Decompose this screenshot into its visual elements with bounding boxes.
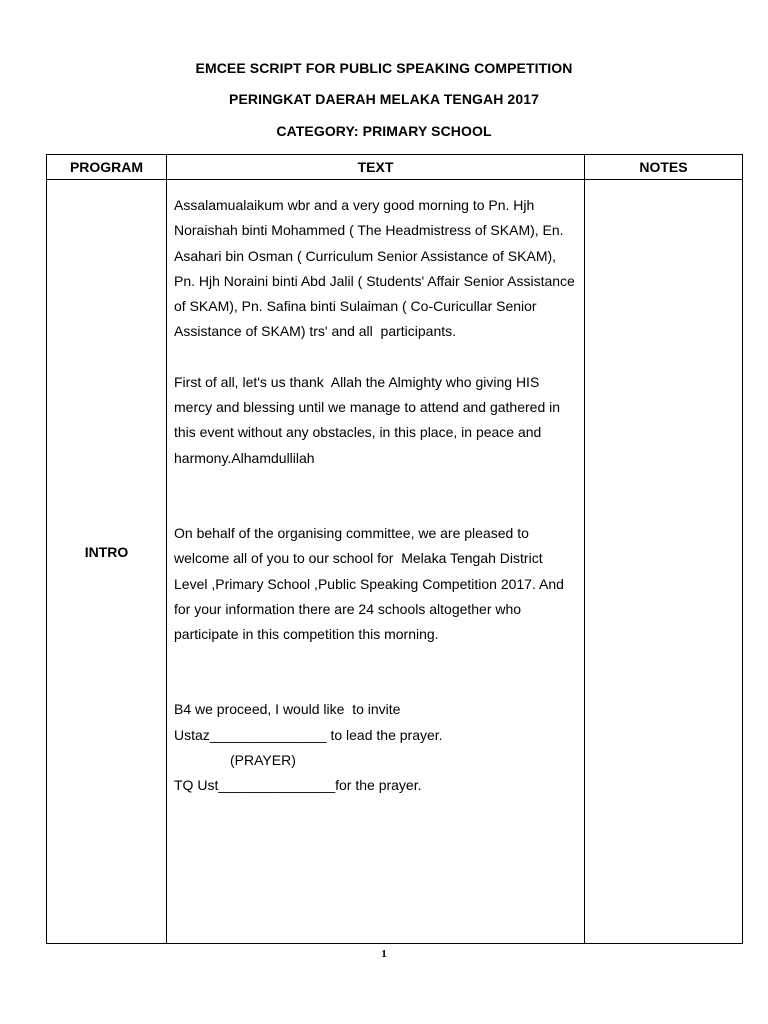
text-cell: [167, 180, 585, 944]
script-table: [46, 154, 743, 944]
table-header-row: [47, 155, 743, 180]
thank-ustaz-line: TQ Ust_______________for the prayer.: [174, 777, 422, 794]
welcome-paragraph: On behalf of the organising committee, we are pleased to welcome all of you to our school for Melaka Tengah District Level ,Primary School ,Public Speaking Competition 2017. And for your information there are 24 schools altogether who participate in this competition this morning.: [174, 524, 568, 643]
invite-line-1: B4 we proceed, I would like to invite: [174, 701, 401, 718]
greeting-paragraph: Assalamualaikum wbr and a very good morning to Pn. Hjh Noraishah binti Mohammed ( The Headmistress of SKAM), En. Asahari bin Osman ( Curriculum Senior Assistance of SKAM), Pn. Hjh Noraini binti Abd Jalil ( Students' Affair Senior Assistance of SKAM), Pn. Safina binti Sulaiman ( Co-Curicullar Senior Assistance of SKAM) trs' and all participants.: [174, 197, 579, 340]
document-subtitle: PERINGKAT DAERAH MELAKA TENGAH 2017: [229, 91, 539, 107]
notes-cell: [585, 180, 743, 944]
document-title: EMCEE SCRIPT FOR PUBLIC SPEAKING COMPETITION: [195, 60, 573, 76]
thanks-paragraph: First of all, let's us thank Allah the Almighty who giving HIS mercy and blessing until we manage to attend and gathered in this event without any obstacles, in this place, in peace and harmony.Alhamdullilah: [174, 373, 564, 466]
program-cell: [47, 180, 167, 944]
page-number: 1: [381, 948, 387, 960]
column-header-text: TEXT: [167, 155, 585, 180]
column-header-program: PROGRAM: [47, 155, 167, 180]
prayer-cue: (PRAYER): [230, 752, 296, 769]
column-header-notes: NOTES: [585, 155, 743, 180]
program-label: INTRO: [84, 543, 129, 560]
invite-line-2: Ustaz_______________ to lead the prayer.: [174, 726, 443, 743]
document-category: CATEGORY: PRIMARY SCHOOL: [276, 123, 492, 139]
table-row: [47, 180, 743, 944]
